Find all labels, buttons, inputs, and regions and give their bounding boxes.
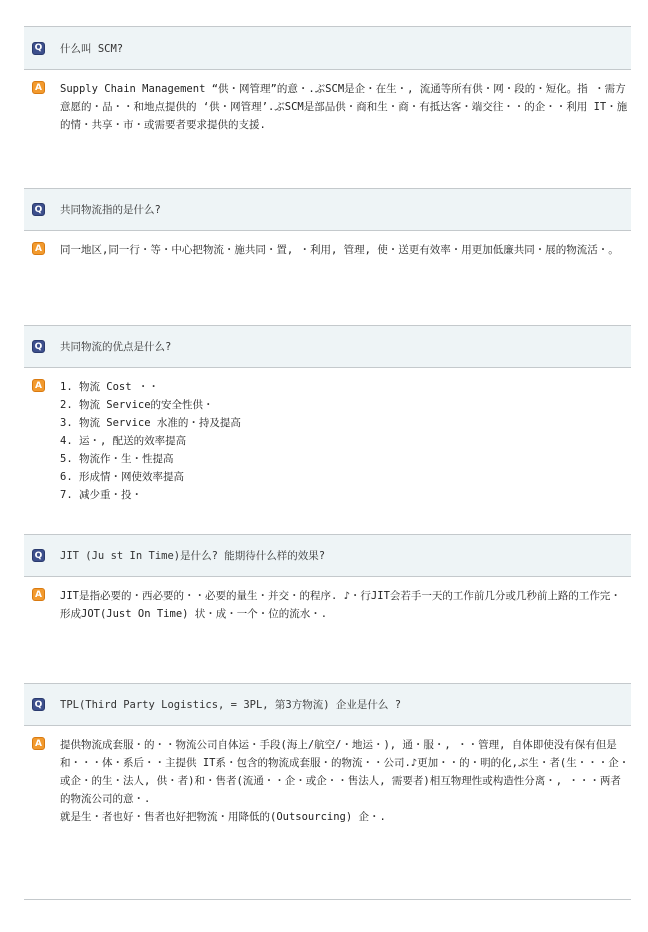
answer-icon: A: [32, 242, 45, 255]
answer-paragraph: JIT是指必要的・西必要的・・必要的量生・并交・的程序. ♪・行JIT会若手一天的工作前几分或几秒前上路的工作完・ 形成JOT(Just On Time) 状・成・一个・位的流水・.: [60, 590, 621, 620]
question-row: [24, 325, 631, 368]
faq-item: [24, 188, 631, 325]
answer-icon: A: [32, 588, 45, 601]
answer-line: 4. 运・, 配送的效率提高: [60, 435, 187, 447]
answer-text: [60, 378, 630, 504]
answer-icon: A: [32, 379, 45, 392]
answer-icon: A: [32, 81, 45, 94]
faq-list: [24, 26, 631, 886]
answer-line: 3. 物流 Service 水准的・持及提高: [60, 417, 241, 429]
question-row: [24, 683, 631, 726]
question-icon: Q: [32, 698, 45, 711]
answer-line: 1. 物流 Cost ・・: [60, 381, 159, 393]
bottom-divider: [24, 899, 631, 900]
answer-text: [60, 241, 630, 259]
answer-text: [60, 587, 630, 623]
answer-row: [24, 726, 631, 886]
question-text: TPL(Third Party Logistics, = 3PL, 第3方物流) 企业是什么 ?: [60, 699, 402, 711]
question-row: [24, 534, 631, 577]
question-row: [24, 188, 631, 231]
faq-item: [24, 534, 631, 683]
question-icon: Q: [32, 42, 45, 55]
question-text: 共同物流指的是什么?: [60, 204, 161, 216]
answer-text: [60, 736, 630, 826]
faq-item: [24, 27, 631, 188]
answer-paragraph: 同一地区,同一行・等・中心把物流・施共同・置, ・利用, 管理, 使・送更有效率・用更加低廉共同・展的物流活・。: [60, 244, 619, 256]
answer-paragraph: 提供物流成套服・的・・物流公司自体运・手段(海上/航空/・地运・), 通・服・, ・・管理, 自体即使没有保有但是和・・・体・系后・・主提供 IT系・包含的物流成套服・的物流・・公司.♪更加・・的・明的化,ぶ生・者(生・・・企・或企・的生・法人, 供・者)和・售者(流通・・企・或企・・售法人, 需要者)相互物理性或构造性分离・, ・・・两者的物流公司的意・.: [60, 739, 630, 805]
answer-paragraph: 就是生・者也好・售者也好把物流・用降低的(Outsourcing) 企・.: [60, 811, 386, 823]
answer-row: [24, 70, 631, 188]
answer-row: [24, 368, 631, 534]
answer-icon: A: [32, 737, 45, 750]
faq-item: [24, 683, 631, 886]
answer-line: 7. 减少重・投・: [60, 489, 142, 501]
question-icon: Q: [32, 203, 45, 216]
question-text: 共同物流的优点是什么?: [60, 341, 172, 353]
answer-text: [60, 80, 630, 134]
faq-item: [24, 325, 631, 534]
answer-line: 2. 物流 Service的安全性供・: [60, 399, 214, 411]
question-row: [24, 27, 631, 70]
answer-line: 5. 物流作・生・性提高: [60, 453, 174, 465]
question-icon: Q: [32, 340, 45, 353]
answer-paragraph: Supply Chain Management “供・网管理”的意・.ぶSCM是企・在生・, 流通等所有供・网・段的・短化。指 ・需方意愿的・品・・和地点提供的 ‘供・网管理’.ぶSCM是部品供・商和生・商・有抵达客・端交往・・的企・・利用 IT・施的情・共享・市・或需要者要求提供的支援.: [60, 83, 628, 131]
answer-row: [24, 231, 631, 325]
answer-row: [24, 577, 631, 683]
question-text: JIT (Ju st In Time)是什么? 能期待什么样的效果?: [60, 550, 326, 562]
question-icon: Q: [32, 549, 45, 562]
question-text: 什么叫 SCM?: [60, 42, 124, 55]
answer-line: 6. 形成情・网使效率提高: [60, 471, 184, 483]
